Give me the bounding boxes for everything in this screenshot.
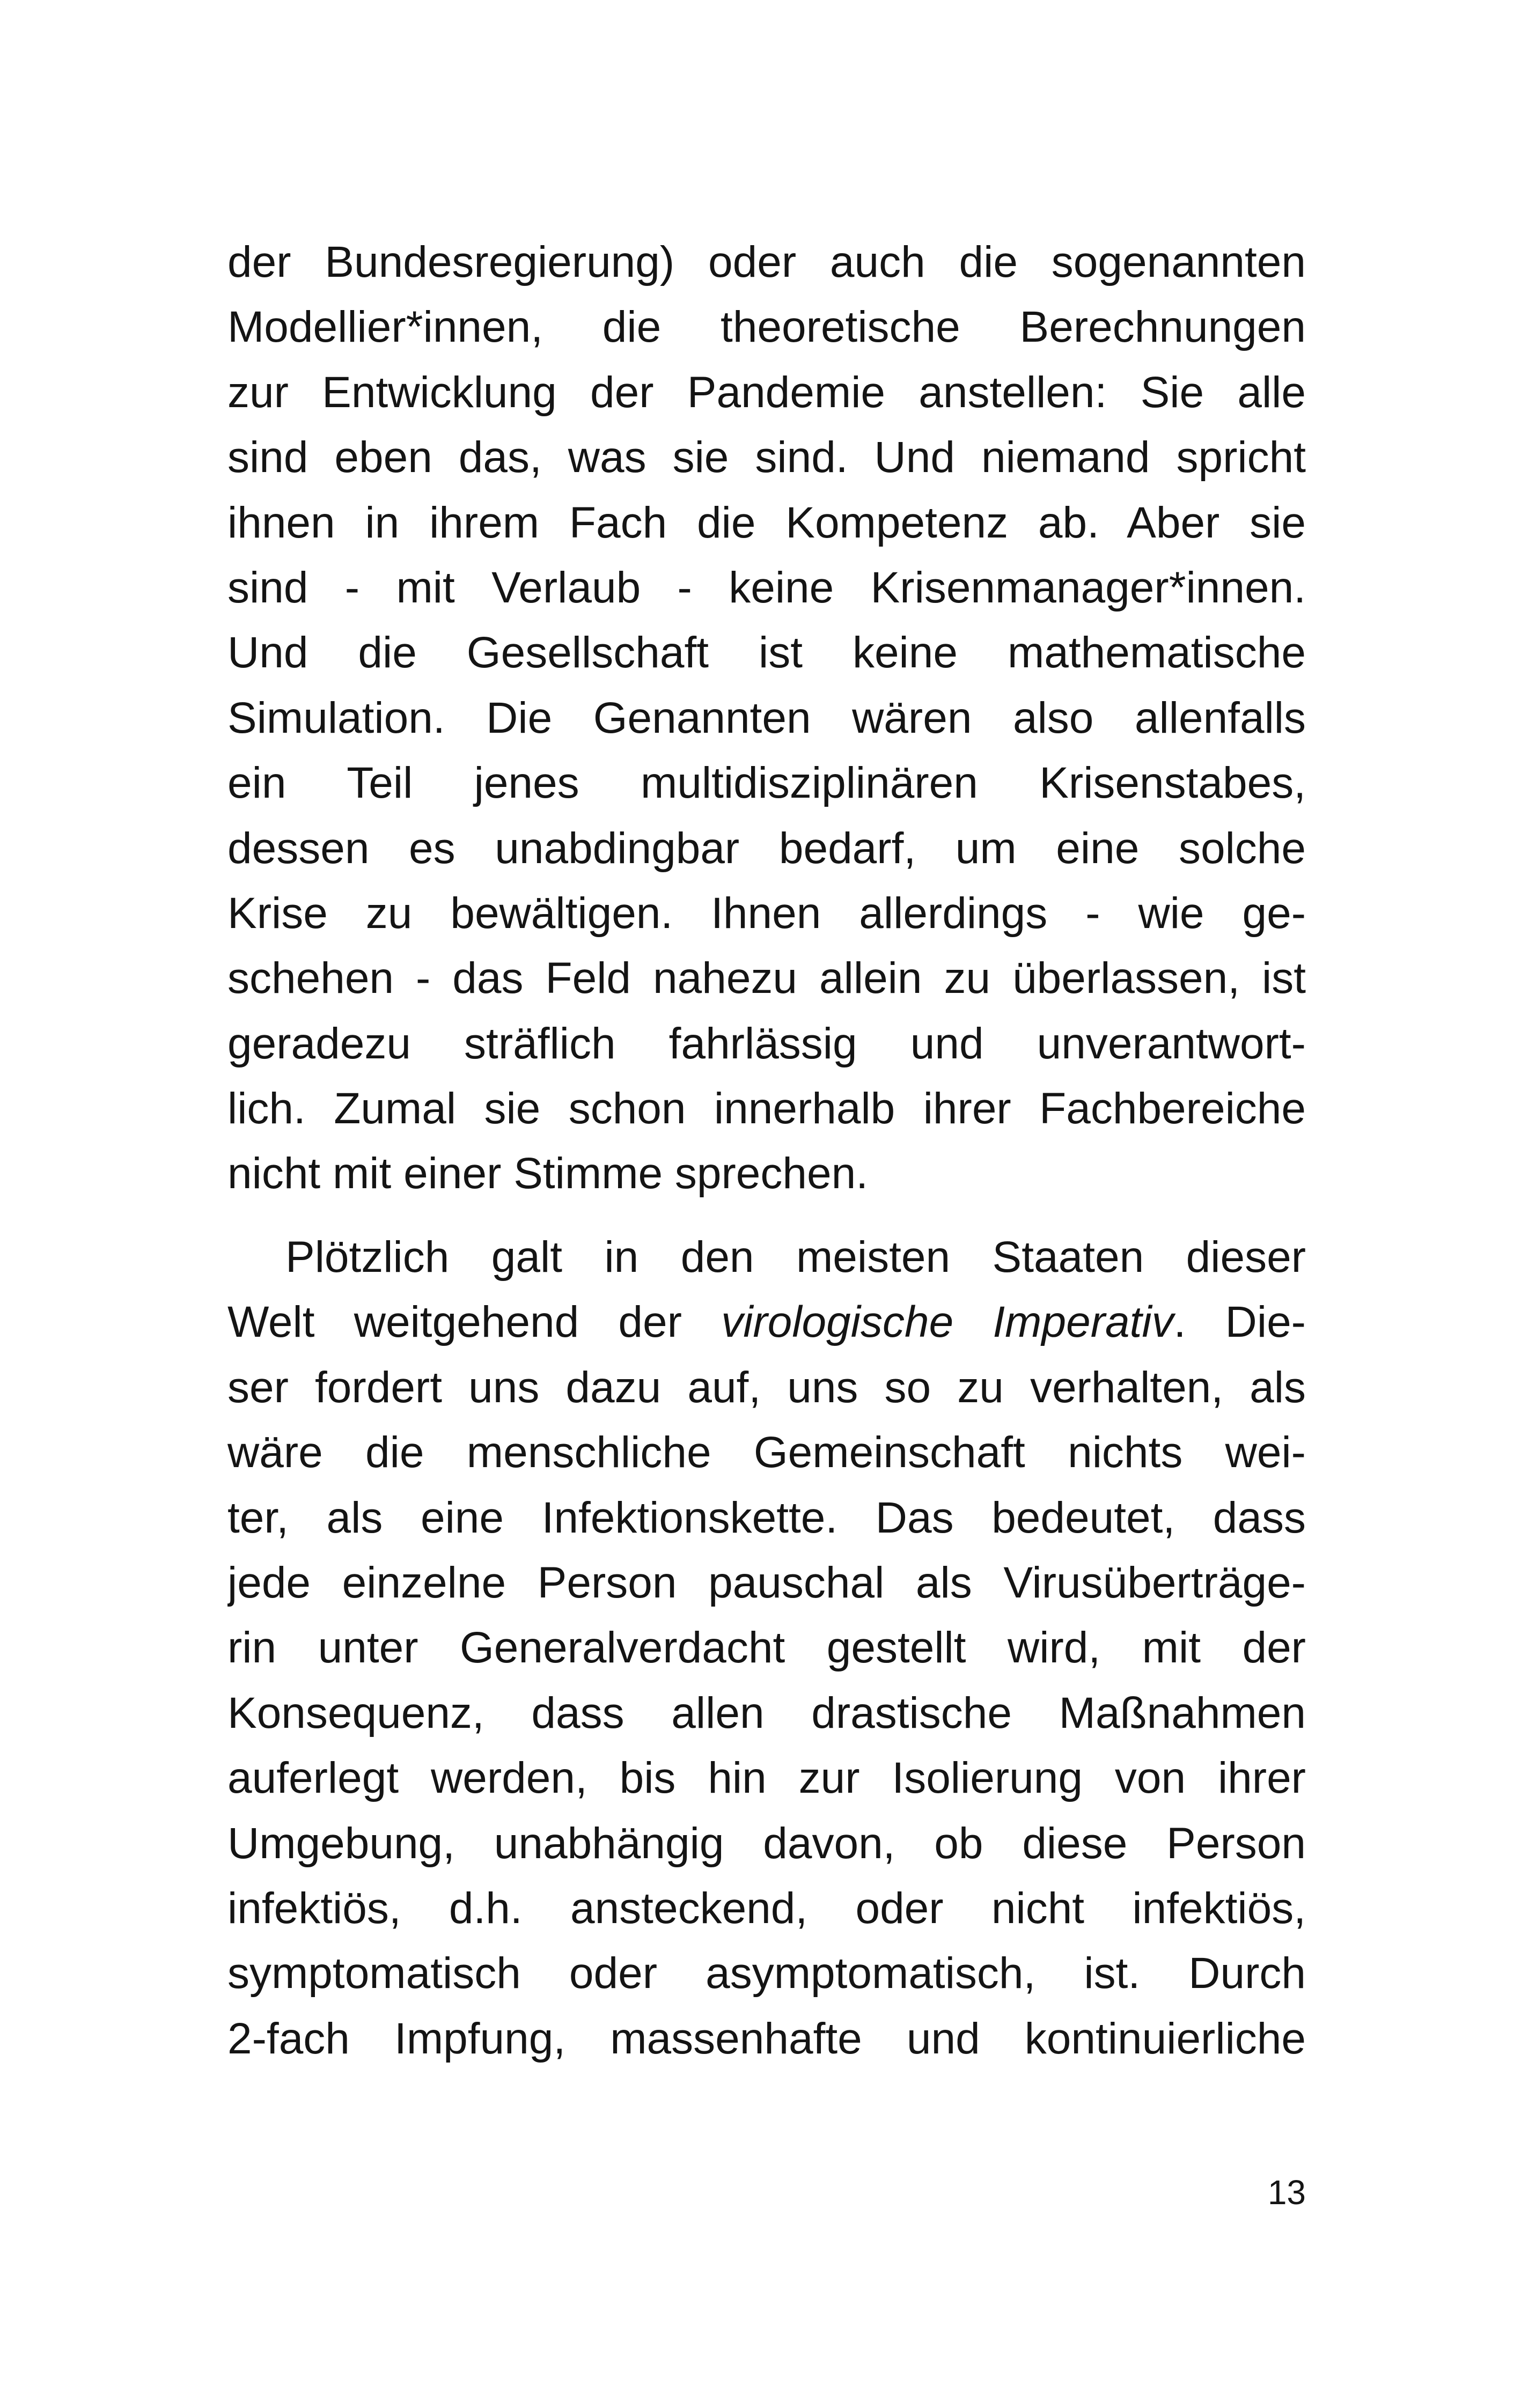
text-line: nicht mit einer Stimme sprechen.	[227, 1149, 869, 1198]
text-line: ser fordert uns dazu auf, uns so zu verhalten, als	[227, 1363, 1306, 1412]
text-line: Krise zu bewältigen. Ihnen allerdings - wie ge-	[227, 888, 1306, 938]
text-line: lich. Zumal sie schon innerhalb ihrer Fachbereiche	[227, 1084, 1306, 1133]
text-line: ihnen in ihrem Fach die Kompetenz ab. Aber sie	[227, 498, 1306, 547]
text-line: jede einzelne Person pauschal als Virusüberträge-	[227, 1558, 1306, 1607]
text-line: Modellier*innen, die theoretische Berechnungen	[227, 303, 1306, 352]
text-line: symptomatisch oder asymptomatisch, ist. Durch	[227, 1949, 1306, 1998]
text-line: infektiös, d.h. ansteckend, oder nicht infektiös,	[227, 1883, 1306, 1933]
text-line: ein Teil jenes multidisziplinären Krisenstabes,	[227, 759, 1306, 808]
text-line: ter, als eine Infektionskette. Das bedeutet, dass	[227, 1493, 1306, 1542]
text-line: sind eben das, was sie sind. Und niemand spricht	[227, 433, 1306, 482]
text-line: Konsequenz, dass allen drastische Maßnahmen	[227, 1688, 1306, 1737]
text-line: der Bundesregierung) oder auch die sogenannten	[227, 238, 1306, 286]
page-number: 13	[1267, 2173, 1306, 2212]
paragraph-2	[227, 1225, 1306, 2071]
paragraph-1	[227, 230, 1306, 1206]
emphasized-term: virologische Imperativ	[721, 1298, 1174, 1347]
text-fragment: . Die-	[1173, 1298, 1306, 1347]
text-line: Und die Gesellschaft ist keine mathematische	[227, 628, 1306, 678]
text-line: Simulation. Die Genannten wären also allenfalls	[227, 693, 1306, 742]
text-fragment: Welt weitgehend der	[227, 1298, 722, 1347]
text-line: dessen es unabdingbar bedarf, um eine solche	[227, 823, 1306, 873]
text-line: Umgebung, unabhängig davon, ob diese Person	[227, 1818, 1306, 1868]
text-line: schehen - das Feld nahezu allein zu überlassen, ist	[227, 954, 1306, 1003]
text-line: 2-fach Impfung, massenhafte und kontinuierliche	[227, 2014, 1306, 2063]
text-line: rin unter Generalverdacht gestellt wird, mit der	[227, 1623, 1306, 1673]
text-line: auferlegt werden, bis hin zur Isolierung von ihrer	[227, 1754, 1306, 1803]
text-line: sind - mit Verlaub - keine Krisenmanager*innen.	[227, 563, 1306, 612]
text-line: Plötzlich galt in den meisten Staaten dieser	[285, 1233, 1306, 1282]
text-line: zur Entwicklung der Pandemie anstellen: Sie alle	[227, 367, 1306, 417]
text-line: geradezu sträflich fahrlässig und unverantwort-	[227, 1019, 1306, 1068]
text-line: wäre die menschliche Gemeinschaft nichts wei-	[227, 1428, 1306, 1477]
text-line-with-emphasis	[227, 1290, 1306, 1354]
